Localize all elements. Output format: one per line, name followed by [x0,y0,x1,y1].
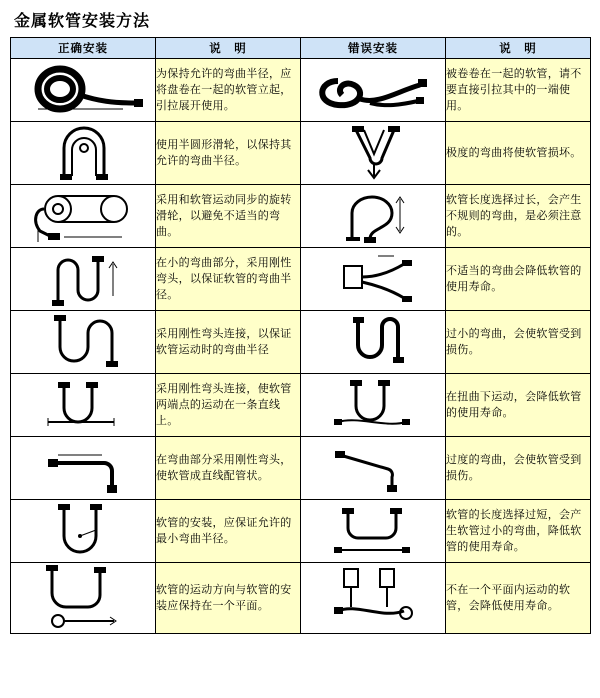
overlong-hose-loop-icon [301,185,446,248]
description-text: 极度的弯曲将使软管损坏。 [446,122,591,185]
straight-pipe-elbow-icon [11,437,156,500]
too-long-hose-icon [301,500,446,563]
semicircle-pulley-icon [11,122,156,185]
table-row [11,311,591,374]
table-row [11,563,591,634]
synchronized-pulley-chain-icon [11,185,156,248]
table-row [11,59,591,122]
table-header-row [11,38,591,59]
description-text: 为保持允许的弯曲半径，应将盘卷在一起的软管立起，引拉展开使用。 [156,59,301,122]
description-text: 不在一个平面内运动的软管，会降低使用寿命。 [446,563,591,634]
header-wrong-install: 错误安装 [301,38,446,59]
description-text: 软管的安装，应保证允许的最小弯曲半径。 [156,500,301,563]
header-correct-description: 说 明 [156,38,301,59]
description-text: 软管的长度选择过短，会产生软管过小的弯曲，降低软管的使用寿命。 [446,500,591,563]
description-text: 使用半圆形滑轮，以保持其允许的弯曲半径。 [156,122,301,185]
table-row [11,500,591,563]
description-text: 在弯曲部分采用刚性弯头，使软管成直线配管状。 [156,437,301,500]
excessive-bend-icon [301,437,446,500]
rigid-elbow-connection-icon [11,311,156,374]
description-text: 软管长度选择过长，会产生不规则的弯曲，是必须注意的。 [446,185,591,248]
page-title: 金属软管安装方法 [14,11,151,30]
u-bend-straight-line-icon [11,374,156,437]
coiled-hose-pulled-icon [301,59,446,122]
too-small-bend-icon [301,311,446,374]
table-row [11,122,591,185]
description-text: 在扭曲下运动，会降低软管的使用寿命。 [446,374,591,437]
description-text: 软管的运动方向与软管的安装应保持在一个平面。 [156,563,301,634]
table-header [11,38,591,59]
header-wrong-description: 说 明 [446,38,591,59]
description-text: 采用刚性弯头连接，以保证软管运动时的弯曲半径 [156,311,301,374]
out-of-plane-movement-icon [301,563,446,634]
minimum-bend-radius-icon [11,500,156,563]
coiled-hose-standing-icon [11,59,156,122]
improper-bend-icon [301,248,446,311]
sharp-bend-hose-icon [301,122,446,185]
description-text: 采用刚性弯头连接，使软管两端点的运动在一条直线上。 [156,374,301,437]
table-row [11,437,591,500]
description-text: 在小的弯曲部分，采用刚性弯头，以保证软管的弯曲半径。 [156,248,301,311]
header-correct-install: 正确安装 [11,38,156,59]
table-row [11,185,591,248]
description-text: 过小的弯曲，会使软管受到损伤。 [446,311,591,374]
description-text: 不适当的弯曲会降低软管的使用寿命。 [446,248,591,311]
rigid-elbow-small-bend-icon [11,248,156,311]
description-text: 被卷卷在一起的软管，请不要直接引拉其中的一端使用。 [446,59,591,122]
hose-installation-table [10,37,591,634]
table-body [11,59,591,634]
twisted-bend-icon [301,374,446,437]
table-row [11,374,591,437]
table-row [11,248,591,311]
description-text: 过度的弯曲，会使软管受到损伤。 [446,437,591,500]
description-text: 采用和软管运动同步的旋转滑轮，以避免不适当的弯曲。 [156,185,301,248]
same-plane-movement-icon [11,563,156,634]
